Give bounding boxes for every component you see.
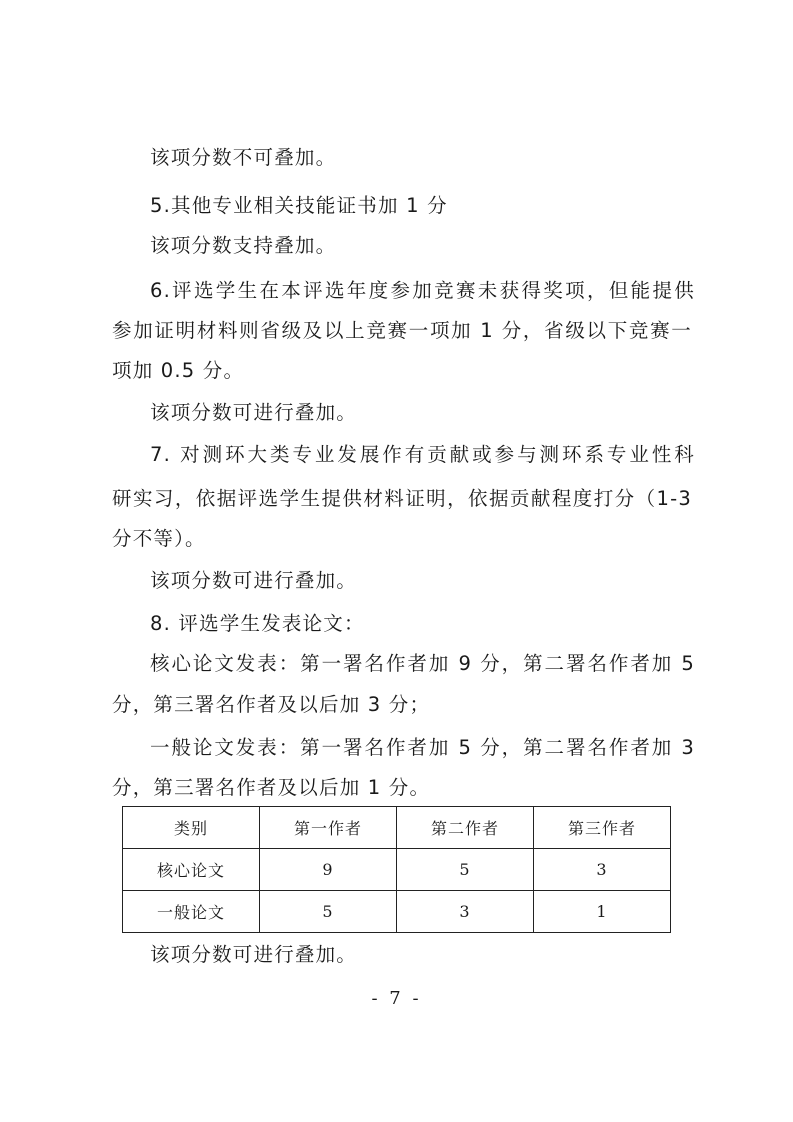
paragraph-line: 一般论文发表：第一署名作者加 5 分，第二署名作者加 3 — [150, 736, 695, 759]
paragraph-line: 该项分数可进行叠加。 — [150, 401, 358, 424]
table-header-row — [123, 807, 671, 849]
paragraph-line: 项加 0.5 分。 — [112, 359, 245, 382]
paragraph-line: 该项分数可进行叠加。 — [150, 569, 358, 592]
table-header-cell: 第三作者 — [534, 807, 671, 849]
table-cell: 一般论文 — [123, 891, 260, 933]
rule-item-5: 5.其他专业相关技能证书加 1 分 — [150, 194, 448, 217]
table-cell: 3 — [397, 891, 534, 933]
rule-item-6: 6.评选学生在本评选年度参加竞赛未获得奖项，但能提供 — [150, 279, 695, 302]
table-row — [123, 891, 671, 933]
paragraph-line: 参加证明材料则省级及以上竞赛一项加 1 分，省级以下竞赛一 — [112, 319, 692, 342]
paragraph-line: 研实习，依据评选学生提供材料证明，依据贡献程度打分（1-3 — [112, 487, 692, 510]
paragraph-line: 分不等）。 — [112, 527, 206, 550]
rule-item-8: 8. 评选学生发表论文： — [150, 612, 365, 635]
table-cell: 3 — [534, 849, 671, 891]
table-cell: 9 — [260, 849, 397, 891]
table-header-cell: 第一作者 — [260, 807, 397, 849]
paragraph-line: 核心论文发表：第一署名作者加 9 分，第二署名作者加 5 — [150, 652, 695, 675]
table-cell: 5 — [397, 849, 534, 891]
table-header-cell: 第二作者 — [397, 807, 534, 849]
paragraph-line: 该项分数不可叠加。 — [150, 146, 337, 169]
table-row — [123, 849, 671, 891]
table-cell: 1 — [534, 891, 671, 933]
paragraph-line: 分，第三署名作者及以后加 3 分； — [112, 693, 431, 716]
page-number: - 7 - — [371, 988, 422, 1009]
table-cell: 5 — [260, 891, 397, 933]
paragraph-line: 该项分数支持叠加。 — [150, 234, 337, 257]
paper-score-table — [122, 806, 671, 933]
paragraph-line: 该项分数可进行叠加。 — [150, 943, 358, 966]
table-cell: 核心论文 — [123, 849, 260, 891]
paragraph-line: 分，第三署名作者及以后加 1 分。 — [112, 776, 431, 799]
table-header-cell: 类别 — [123, 807, 260, 849]
rule-item-7: 7. 对测环大类专业发展作有贡献或参与测环系专业性科 — [150, 443, 695, 466]
